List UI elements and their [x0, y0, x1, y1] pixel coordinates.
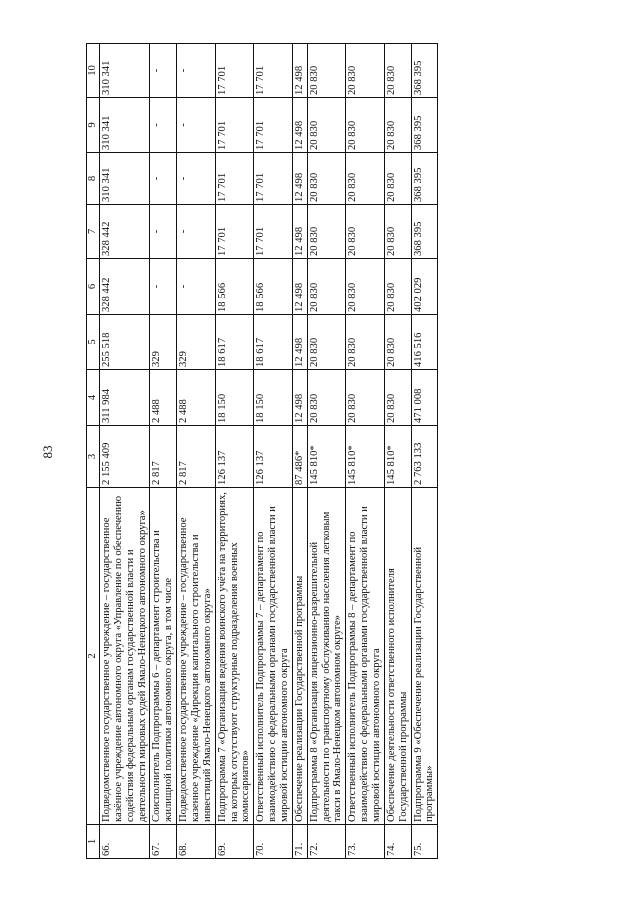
value-cell-col-8: 20 830 [384, 153, 411, 205]
table-row [292, 44, 307, 859]
value-cell-col-4: 20 830 [346, 370, 385, 426]
value-cell-col-6: 20 830 [307, 259, 346, 315]
value-cell-col-3: 87 486* [292, 426, 307, 488]
value-cell-col-5: 20 830 [307, 315, 346, 370]
value-cell-col-9: - [150, 98, 177, 153]
table-row [177, 44, 216, 859]
value-cell-col-4: 2 488 [150, 370, 177, 426]
value-cell-col-6: 18 566 [215, 259, 254, 315]
value-cell-col-7: 12 498 [292, 205, 307, 259]
column-header-7: 7 [87, 205, 100, 259]
column-header-10: 10 [87, 44, 100, 98]
value-cell-col-6: - [177, 259, 216, 315]
value-cell-col-7: 17 701 [254, 205, 293, 259]
value-cell-col-5: 18 617 [254, 315, 293, 370]
row-description: Соисполнитель Подпрограммы 6 – департамент строительства и жилищной политики автономного округа, в том числе [150, 488, 177, 825]
value-cell-col-5: 12 498 [292, 315, 307, 370]
value-cell-col-9: 20 830 [346, 98, 385, 153]
value-cell-col-8: 17 701 [254, 153, 293, 205]
value-cell-col-8: - [150, 153, 177, 205]
value-cell-col-10: 368 395 [411, 44, 438, 98]
value-cell-col-7: 20 830 [307, 205, 346, 259]
row-number: 73. [346, 825, 385, 859]
row-description: Ответственный исполнитель Подпрограммы 7 – департамент по взаимодействию с федеральными органами государственной власти и мировой юстиции автономного округа [254, 488, 293, 825]
value-cell-col-5: 20 830 [346, 315, 385, 370]
value-cell-col-3: 126 137 [215, 426, 254, 488]
row-description: Подпрограмма 7 «Организация ведения воинского учёта на территориях, на которых отсутствуют структурные подразделения военных комиссариатов» [215, 488, 254, 825]
row-number: 74. [384, 825, 411, 859]
value-cell-col-9: 12 498 [292, 98, 307, 153]
header-row [87, 44, 100, 859]
value-cell-col-7: - [150, 205, 177, 259]
value-cell-col-10: - [150, 44, 177, 98]
value-cell-col-7: 20 830 [346, 205, 385, 259]
value-cell-col-9: 17 701 [215, 98, 254, 153]
value-cell-col-7: 328 442 [100, 205, 150, 259]
value-cell-col-5: 18 617 [215, 315, 254, 370]
value-cell-col-4: 18 150 [215, 370, 254, 426]
row-number: 72. [307, 825, 346, 859]
table-row [307, 44, 346, 859]
row-description: Подведомственное государственное учреждение – государственное казенное учреждение «Дирекция капитального строительства и инвестиций Ямало-Ненецкого автономного округа» [177, 488, 216, 825]
value-cell-col-3: 2 817 [150, 426, 177, 488]
value-cell-col-3: 145 810* [307, 426, 346, 488]
value-cell-col-8: 20 830 [346, 153, 385, 205]
value-cell-col-4: 471 008 [411, 370, 438, 426]
value-cell-col-5: 20 830 [384, 315, 411, 370]
budget-table [86, 43, 438, 859]
row-number: 66. [100, 825, 150, 859]
value-cell-col-9: 17 701 [254, 98, 293, 153]
table-frame [86, 44, 601, 859]
value-cell-col-10: 310 341 [100, 44, 150, 98]
value-cell-col-6: 328 442 [100, 259, 150, 315]
value-cell-col-6: 402 029 [411, 259, 438, 315]
value-cell-col-10: 17 701 [254, 44, 293, 98]
table-row [384, 44, 411, 859]
value-cell-col-8: 368 395 [411, 153, 438, 205]
row-number: 69. [215, 825, 254, 859]
value-cell-col-8: 17 701 [215, 153, 254, 205]
value-cell-col-9: 368 395 [411, 98, 438, 153]
value-cell-col-4: 18 150 [254, 370, 293, 426]
value-cell-col-6: 20 830 [346, 259, 385, 315]
table-row [346, 44, 385, 859]
row-description: Обеспечение реализации Государственной программы [292, 488, 307, 825]
row-description: Обеспечение деятельности ответственного исполнителя Государственной программы [384, 488, 411, 825]
column-header-1: 1 [87, 825, 100, 859]
value-cell-col-10: 20 830 [307, 44, 346, 98]
value-cell-col-6: - [150, 259, 177, 315]
value-cell-col-3: 126 137 [254, 426, 293, 488]
value-cell-col-10: 17 701 [215, 44, 254, 98]
value-cell-col-6: 20 830 [384, 259, 411, 315]
value-cell-col-4: 311 984 [100, 370, 150, 426]
row-number: 67. [150, 825, 177, 859]
column-header-6: 6 [87, 259, 100, 315]
row-number: 68. [177, 825, 216, 859]
row-description: Подведомственное государственное учреждение – государственное казённое учреждение автономного округа «Управление по обеспечению содействия федеральным органам государственной власти и деятельности мировых судей Ямало-Ненецкого автономного округа» [100, 488, 150, 825]
value-cell-col-7: 20 830 [384, 205, 411, 259]
value-cell-col-7: 17 701 [215, 205, 254, 259]
table-row [411, 44, 438, 859]
value-cell-col-8: - [177, 153, 216, 205]
table-row [215, 44, 254, 859]
column-header-8: 8 [87, 153, 100, 205]
value-cell-col-3: 2 155 409 [100, 426, 150, 488]
value-cell-col-5: 416 516 [411, 315, 438, 370]
value-cell-col-4: 2 488 [177, 370, 216, 426]
table-row [150, 44, 177, 859]
row-description: Подпрограмма 9 «Обеспечение реализации Государственной программы» [411, 488, 438, 825]
value-cell-col-10: 12 498 [292, 44, 307, 98]
value-cell-col-9: 310 341 [100, 98, 150, 153]
column-header-2: 2 [87, 488, 100, 825]
page-number: 83 [40, 445, 55, 459]
value-cell-col-3: 2 763 133 [411, 426, 438, 488]
value-cell-col-5: 329 [177, 315, 216, 370]
value-cell-col-4: 20 830 [384, 370, 411, 426]
table-row [254, 44, 293, 859]
value-cell-col-6: 12 498 [292, 259, 307, 315]
rotated-table-container [86, 44, 601, 859]
row-number: 75. [411, 825, 438, 859]
row-number: 71. [292, 825, 307, 859]
value-cell-col-6: 18 566 [254, 259, 293, 315]
value-cell-col-8: 12 498 [292, 153, 307, 205]
row-description: Ответственный исполнитель Подпрограммы 8 – департамент по взаимодействию с федеральными органами государственной власти и мировой юстиции автономного округа [346, 488, 385, 825]
value-cell-col-10: - [177, 44, 216, 98]
value-cell-col-7: 368 395 [411, 205, 438, 259]
column-header-4: 4 [87, 370, 100, 426]
column-header-9: 9 [87, 98, 100, 153]
value-cell-col-4: 12 498 [292, 370, 307, 426]
value-cell-col-5: 329 [150, 315, 177, 370]
row-description: Подпрограмма 8 «Организация лицензионно-разрешительной деятельности по транспортному обслуживанию населения легковым такси в Ямало-Ненецком автономном округе» [307, 488, 346, 825]
value-cell-col-8: 310 341 [100, 153, 150, 205]
column-header-3: 3 [87, 426, 100, 488]
row-number: 70. [254, 825, 293, 859]
table-body [100, 44, 438, 859]
value-cell-col-8: 20 830 [307, 153, 346, 205]
value-cell-col-10: 20 830 [384, 44, 411, 98]
value-cell-col-3: 145 810* [346, 426, 385, 488]
value-cell-col-3: 2 817 [177, 426, 216, 488]
value-cell-col-9: - [177, 98, 216, 153]
table-row [100, 44, 150, 859]
column-header-5: 5 [87, 315, 100, 370]
value-cell-col-3: 145 810* [384, 426, 411, 488]
value-cell-col-5: 255 518 [100, 315, 150, 370]
value-cell-col-9: 20 830 [384, 98, 411, 153]
value-cell-col-10: 20 830 [346, 44, 385, 98]
value-cell-col-7: - [177, 205, 216, 259]
value-cell-col-4: 20 830 [307, 370, 346, 426]
value-cell-col-9: 20 830 [307, 98, 346, 153]
